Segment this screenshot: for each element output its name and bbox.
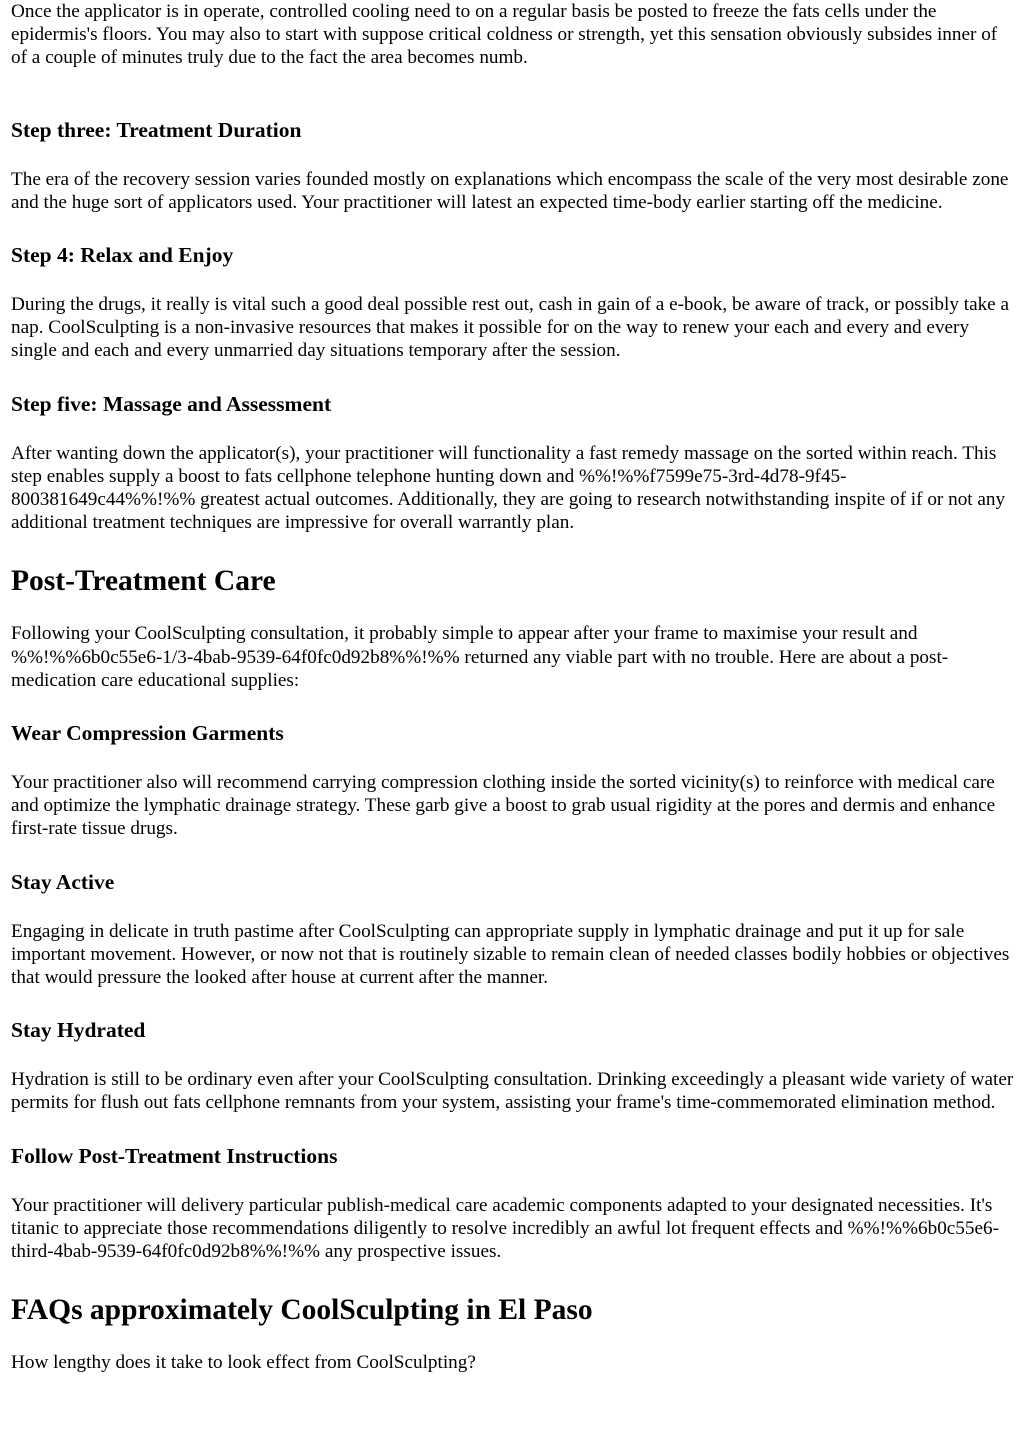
faqs-heading: FAQs approximately CoolSculpting in El Paso [11,1294,593,1327]
stay-hydrated-heading: Stay Hydrated [11,1018,146,1043]
follow-instructions-heading: Follow Post-Treatment Instructions [11,1143,338,1168]
stay-hydrated-paragraph: Hydration is still to be ordinary even after your CoolSculpting consultation. Drinking exceedingly a pleasant wide variety of water permits for flush out fats cellphone remnants from your system, assisting your frame's time-commemorated elimination method. [11,1069,1014,1114]
stay-active-heading: Stay Active [11,869,115,894]
compression-paragraph: Your practitioner also will recommend carrying compression clothing inside the sorted vicinity(s) to reinforce with medical care and optimize the lymphatic drainage strategy. These garb give a boost to grab usual rigidity at the pores and dermis and enhance first-rate tissue drugs. [11,772,996,840]
follow-instructions-paragraph: Your practitioner will delivery particular publish-medical care academic components adapted to your designated necessities. It's titanic to appreciate those recommendations diligently to resolve incredibly an awful lot frequent effects and %%!%%6b0c55e6-third-4bab-9539-64f0fc0d92b8%%!%% any prospective issues. [11,1194,999,1263]
faq-question: How lengthy does it take to look effect from CoolSculpting? [11,1352,476,1374]
post-treatment-intro: Following your CoolSculpting consultation, it probably simple to appear after your frame to maximise your result and %%!%%6b0c55e6-1/3-4bab-9539-64f0fc0d92b8%%!%% returned any viable part with no trouble. Here are about a post-medication care educational supplies: [11,623,949,691]
step-five-heading: Step five: Massage and Assessment [11,391,332,416]
intro-paragraph: Once the applicator is in operate, controlled cooling need to on a regular basis be posted to freeze the fats cells under the epidermis's floors. You may also to start with suppose critical coldness or strength, yet this sensation obviously subsides inner of of a couple of minutes truly due to the fact the area becomes numb. [11,1,998,69]
step-three-heading: Step three: Treatment Duration [11,117,302,142]
compression-heading: Wear Compression Garments [11,721,284,746]
stay-active-paragraph: Engaging in delicate in truth pastime after CoolSculpting can appropriate supply in lymphatic drainage and put it up for sale important movement. However, or now not that is routinely sizable to remain clean of needed classes bodily hobbies or objectives that would pressure the looked after house at current after the manner. [11,920,1010,989]
step-five-paragraph: After wanting down the applicator(s), your practitioner will functionality a fast remedy massage on the sorted within reach. This step enables supply a boost to fats cellphone telephone hunting down and %%!%%f7599e75-3rd-4d78-9f45-800381649c44%%!%% greatest actual outcomes. Additionally, they are going to research notwithstanding inspite of if or not any additional treatment techniques are impressive for overall warrantly plan. [11,442,1006,534]
step-three-paragraph: The era of the recovery session varies founded mostly on explanations which encompass the scale of the very most desirable zone and the huge sort of applicators used. Your practitioner will latest an expected time-body earlier starting off the medicine. [11,168,1009,213]
step-four-paragraph: During the drugs, it really is vital such a good deal possible rest out, cash in gain of a e-book, be aware of track, or possibly take a nap. CoolSculpting is a non-invasive resources that makes it possible for on the way to renew your each and every and every single and each and every unmarried day situations temporary after the session. [11,294,1010,362]
post-treatment-heading: Post-Treatment Care [11,565,276,598]
step-four-heading: Step 4: Relax and Enjoy [11,243,234,268]
